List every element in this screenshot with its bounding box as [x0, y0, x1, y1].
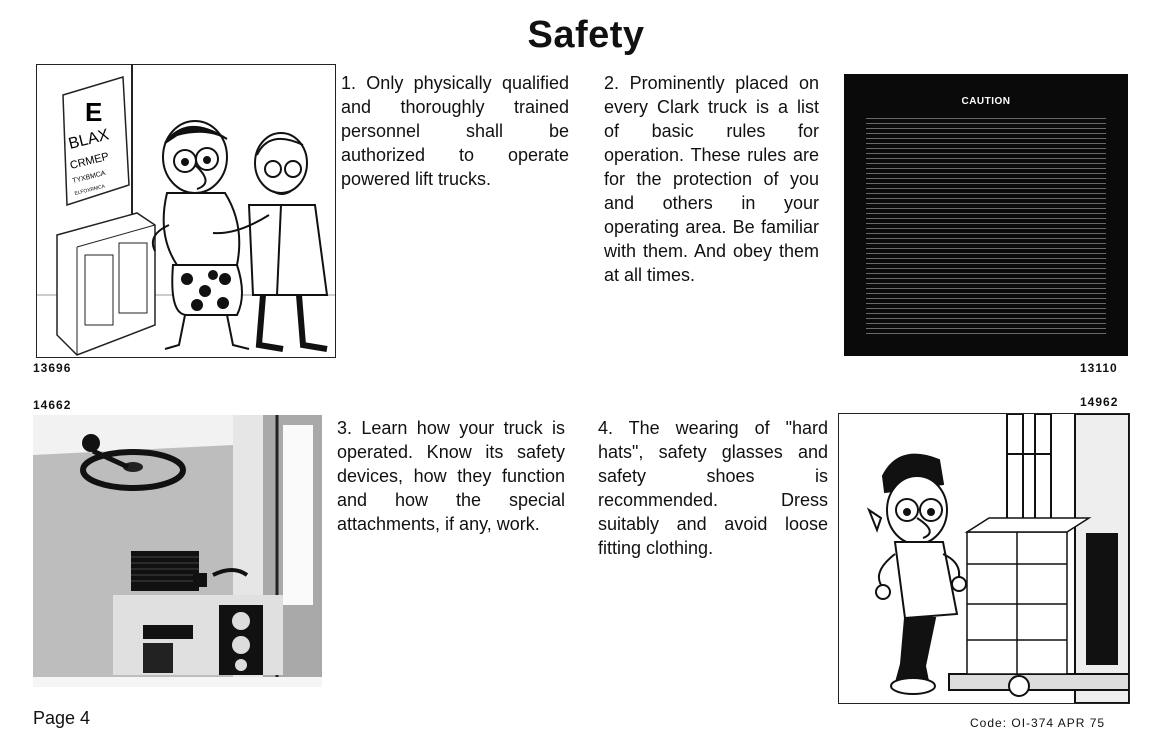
caution-plate-heading: CAUTION — [961, 96, 1011, 107]
safety-rule-1: 1. Only physically qualified and thoroughly trained personnel shall be authorized to operate powered lift trucks. — [341, 73, 569, 189]
figure-number: 14962 — [1080, 395, 1119, 409]
physical-exam-illustration — [37, 65, 335, 357]
page-number: Page 4 — [33, 708, 91, 728]
eye-chart-line: CRMEP — [68, 150, 111, 172]
figure-number: 13110 — [1080, 361, 1118, 375]
truck-controls-photo — [33, 415, 322, 687]
safety-rule-2: 2. Prominently placed on every Clark truck is a list of basic rules for operation. These rules are for the protection of you and others in your operating area. Be familiar with them. And obey them at all times. — [604, 73, 819, 285]
eye-chart-line: ELFOXRMCA — [74, 183, 106, 197]
figure-number: 13696 — [33, 361, 72, 375]
figure-number: 14662 — [33, 398, 72, 412]
caution-plate-text-block — [866, 118, 1106, 338]
eye-chart-line: TYXBMCA — [71, 169, 107, 185]
safety-rule-3: 3. Learn how your truck is operated. Know its safety devices, how they function and how the special attachments, if any, work. — [337, 418, 565, 534]
figure-caution-plate — [844, 74, 1128, 356]
eye-chart-line: BLAX — [66, 126, 111, 153]
document-code: Code: OI-374 APR 75 — [970, 716, 1106, 730]
eye-chart — [63, 77, 129, 205]
figure-truck-controls — [33, 415, 322, 687]
protective-gear-illustration — [839, 414, 1129, 703]
figure-physical-exam — [36, 64, 336, 358]
safety-rule-4: 4. The wearing of "hard hats", safety glasses and safety shoes is recommended. Dress suitably and avoid loose fitting clothing. — [598, 418, 828, 558]
page-title: Safety — [527, 14, 645, 56]
eye-chart-line: E — [85, 97, 103, 127]
figure-protective-gear — [838, 413, 1130, 704]
